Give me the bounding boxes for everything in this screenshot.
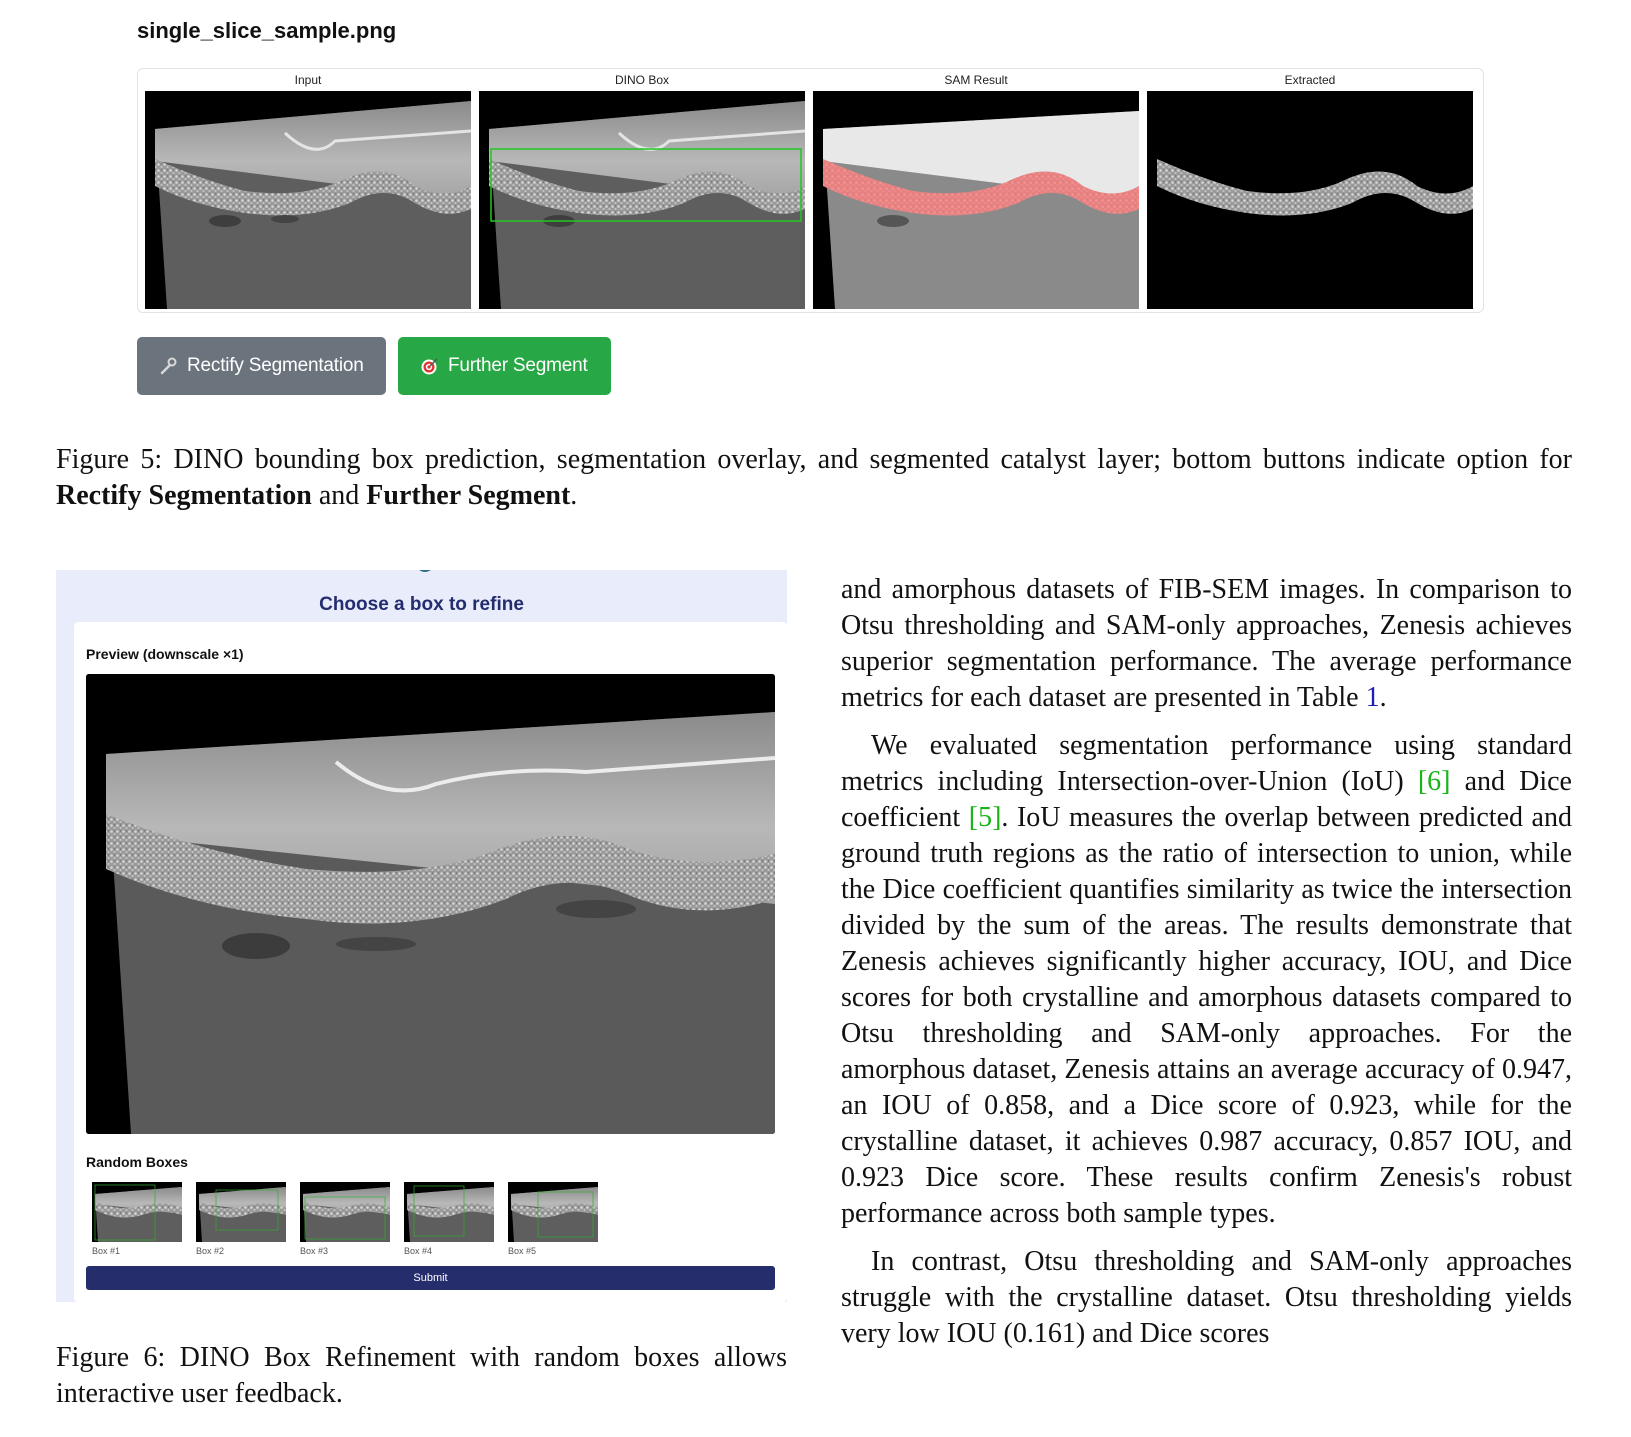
subplot-sam-result: [813, 69, 1139, 89]
body-text: .: [1379, 682, 1387, 713]
preview-image[interactable]: [86, 674, 775, 1134]
figure5-caption-end: .: [570, 480, 578, 511]
box-thumbnail-label: Box #5: [508, 1246, 537, 1256]
box-thumbnail-label: Box #1: [92, 1246, 121, 1256]
submit-button[interactable]: Submit: [86, 1266, 775, 1290]
figure5-filename: single_slice_sample.png: [137, 18, 397, 43]
body-paragraph-2: [841, 728, 1572, 1232]
body-paragraph-1: [841, 572, 1572, 716]
subplot-title-dino-box: DINO Box: [614, 73, 669, 87]
figure5-caption-and: and: [318, 480, 360, 511]
choose-box-title: Choose a box to refine: [319, 594, 524, 615]
figure5-caption-text: DINO bounding box prediction, segmentation overlay, and segmented catalyst layer; bottom buttons indicate option for: [173, 444, 1573, 475]
box-thumbnail-image: [196, 1182, 286, 1242]
body-text: We evaluated segmentation performance using standard metrics including Intersection-over-Union (IoU): [841, 730, 1572, 797]
wrench-icon: [159, 356, 179, 376]
cut-off-icon: [410, 570, 440, 576]
target-icon: [420, 356, 440, 376]
box-thumbnail-1[interactable]: [92, 1182, 182, 1256]
rectify-segmentation-button[interactable]: [137, 337, 386, 395]
further-segment-label: Further Segment: [448, 355, 588, 376]
box-thumbnail-2[interactable]: [196, 1182, 286, 1256]
figure5-caption-prefix: Figure 5:: [56, 444, 163, 475]
subplot-dino-box: [479, 69, 805, 89]
box-thumbnail-label: Box #4: [404, 1246, 433, 1256]
body-paragraph-3: In contrast, Otsu thresholding and SAM-only approaches struggle with the crystalline dataset. Otsu thresholding yields very low IOU (0.161) and Dice scores: [841, 1246, 1572, 1349]
body-text: and amorphous datasets of FIB-SEM images. In comparison to Otsu thresholding and SAM-only approaches, Zenesis achieves superior segmentation performance. The average performance metrics for each dataset are presented in Table: [841, 574, 1572, 713]
box-thumbnail-4[interactable]: [404, 1182, 494, 1256]
refine-card: [74, 622, 787, 1302]
body-text: and Dice coefficient: [841, 766, 1572, 833]
subplot-title-sam-result: SAM Result: [944, 73, 1008, 87]
citation-link[interactable]: [5]: [968, 802, 1002, 833]
figure5-caption: [56, 442, 1572, 514]
figure6-caption: Figure 6: DINO Box Refinement with random boxes allows interactive user feedback.: [56, 1342, 787, 1409]
figure6-refine-panel: [56, 570, 787, 1302]
box-thumbnail-label: Box #2: [196, 1246, 225, 1256]
subplot-input: [145, 69, 471, 89]
box-thumbnail-image: [92, 1182, 182, 1242]
box-thumbnail-3[interactable]: [300, 1182, 390, 1256]
subplot-extracted: [1147, 69, 1473, 89]
random-boxes-label: Random Boxes: [86, 1154, 188, 1170]
subplot-title-input: Input: [294, 73, 322, 87]
sam-result-image: [813, 91, 1139, 309]
box-thumbnail-label: Box #3: [300, 1246, 329, 1256]
figure5-subplot-panel: [137, 68, 1484, 313]
body-text-column: [841, 572, 1572, 1364]
preview-label: Preview (downscale ×1): [86, 646, 244, 662]
further-segment-button[interactable]: [398, 337, 611, 395]
figure5-caption-bold-further: Further Segment: [366, 480, 571, 511]
citation-link[interactable]: [6]: [1417, 766, 1451, 797]
figure5-caption-bold-rectify: Rectify Segmentation: [56, 480, 312, 511]
box-thumbnail-image: [404, 1182, 494, 1242]
extracted-image: [1147, 91, 1473, 309]
input-image: [145, 91, 471, 309]
box-thumbnail-image: [508, 1182, 598, 1242]
table-reference-link[interactable]: 1: [1365, 682, 1380, 713]
box-thumbnail-image: [300, 1182, 390, 1242]
dino-box-image: [479, 91, 805, 309]
subplot-title-extracted: Extracted: [1284, 73, 1336, 87]
body-text: . IoU measures the overlap between predicted and ground truth regions as the ratio of intersection to union, while the Dice coefficient quantifies similarity as twice the intersection divided by the sum of the areas. The results demonstrate that Zenesis achieves significantly higher accuracy, IOU, and Dice scores for both crystalline and amorphous datasets compared to Otsu thresholding and SAM-only approaches. For the amorphous dataset, Zenesis attains an average accuracy of 0.947, an IOU of 0.858, and a Dice score of 0.923, while for the crystalline dataset, it achieves 0.987 accuracy, 0.857 IOU, and 0.923 Dice score. These results confirm Zenesis's robust performance across both sample types.: [841, 802, 1572, 1229]
rectify-segmentation-label: Rectify Segmentation: [187, 355, 364, 376]
box-thumbnail-5[interactable]: [508, 1182, 598, 1256]
